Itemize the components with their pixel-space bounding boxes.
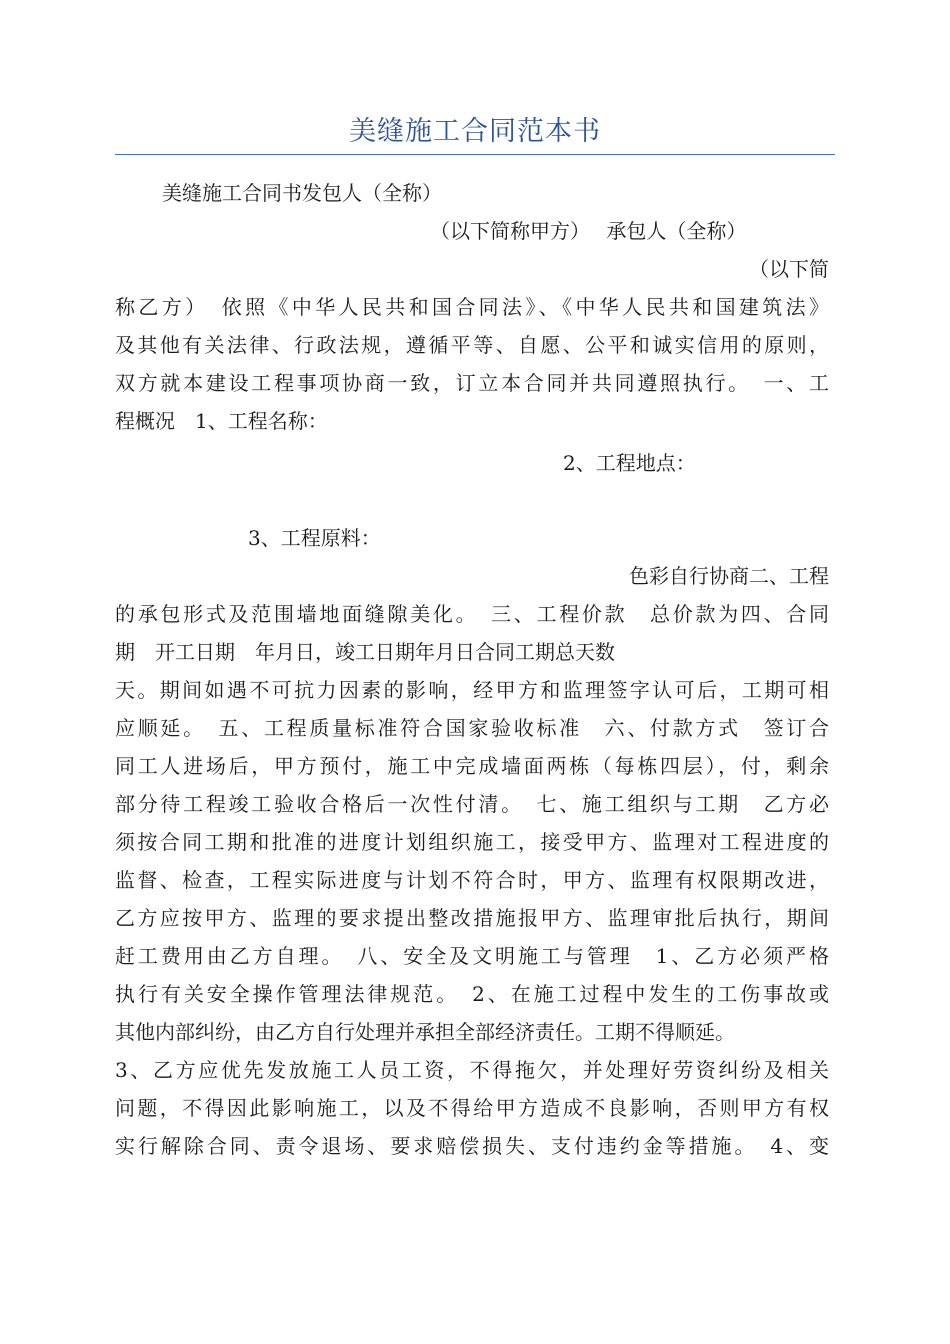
text-line: 实行解除合同、责令退场、要求赔偿损失、支付违约金等措施。 4、变 <box>115 1134 829 1158</box>
text-line: 乙方应按甲方、监理的要求提出整改措施报甲方、监理审批后执行，期间 <box>115 906 829 930</box>
text-line: 3、乙方应优先发放施工人员工资，不得拖欠，并处理好劳资纠纷及相关 <box>115 1058 829 1082</box>
text-line: 色彩自行协商二、工程 <box>629 564 829 588</box>
text-line: 问题，不得因此影响施工，以及不得给甲方造成不良影响，否则甲方有权 <box>115 1096 829 1120</box>
text-line: （以下简 <box>749 257 829 281</box>
text-line: 美缝施工合同书发包人（全称） <box>162 181 442 205</box>
text-line: 执行有关安全操作管理法律规范。 2、在施工过程中发生的工伤事故或 <box>115 982 829 1006</box>
text-line: 同工人进场后，甲方预付，施工中完成墙面两栋（每栋四层），付，剩余 <box>115 754 829 778</box>
document-title: 美缝施工合同范本书 <box>349 116 601 147</box>
text-line: 期 开工日期 年月日，竣工日期年月日合同工期总天数 <box>115 640 615 664</box>
text-line: 须按合同工期和批准的进度计划组织施工，接受甲方、监理对工程进度的 <box>115 830 829 854</box>
text-line: 称乙方） 依照《中华人民共和国合同法》、《中华人民共和国建筑法》 <box>115 295 829 319</box>
text-line: 部分待工程竣工验收合格后一次性付清。 七、施工组织与工期 乙方必 <box>115 792 829 816</box>
text-line: 双方就本建设工程事项协商一致，订立本合同并共同遵照执行。 一、工 <box>115 371 829 395</box>
text-line: （以下简称甲方） 承包人（全称） <box>430 219 747 243</box>
text-line: 2、工程地点： <box>563 451 696 475</box>
text-line: 程概况 1、工程名称： <box>115 409 328 433</box>
text-line: 应顺延。 五、工程质量标准符合国家验收标准 六、付款方式 签订合 <box>115 716 829 740</box>
text-line: 其他内部纠纷，由乙方自行处理并承担全部经济责任。工期不得顺延。 <box>115 1020 735 1044</box>
text-line: 及其他有关法律、行政法规，遵循平等、自愿、公平和诚实信用的原则， <box>115 333 829 357</box>
text-line: 天。期间如遇不可抗力因素的影响，经甲方和监理签字认可后，工期可相 <box>115 678 829 702</box>
text-line: 监督、检查，工程实际进度与计划不符合时，甲方、监理有权限期改进， <box>115 868 829 892</box>
text-line: 的承包形式及范围墙地面缝隙美化。 三、工程价款 总价款为四、合同 <box>115 602 829 626</box>
text-line: 赶工费用由乙方自理。 八、安全及文明施工与管理 1、乙方必须严格 <box>115 944 829 968</box>
title-underline <box>115 154 835 155</box>
text-line: 3、工程原料： <box>248 526 381 550</box>
